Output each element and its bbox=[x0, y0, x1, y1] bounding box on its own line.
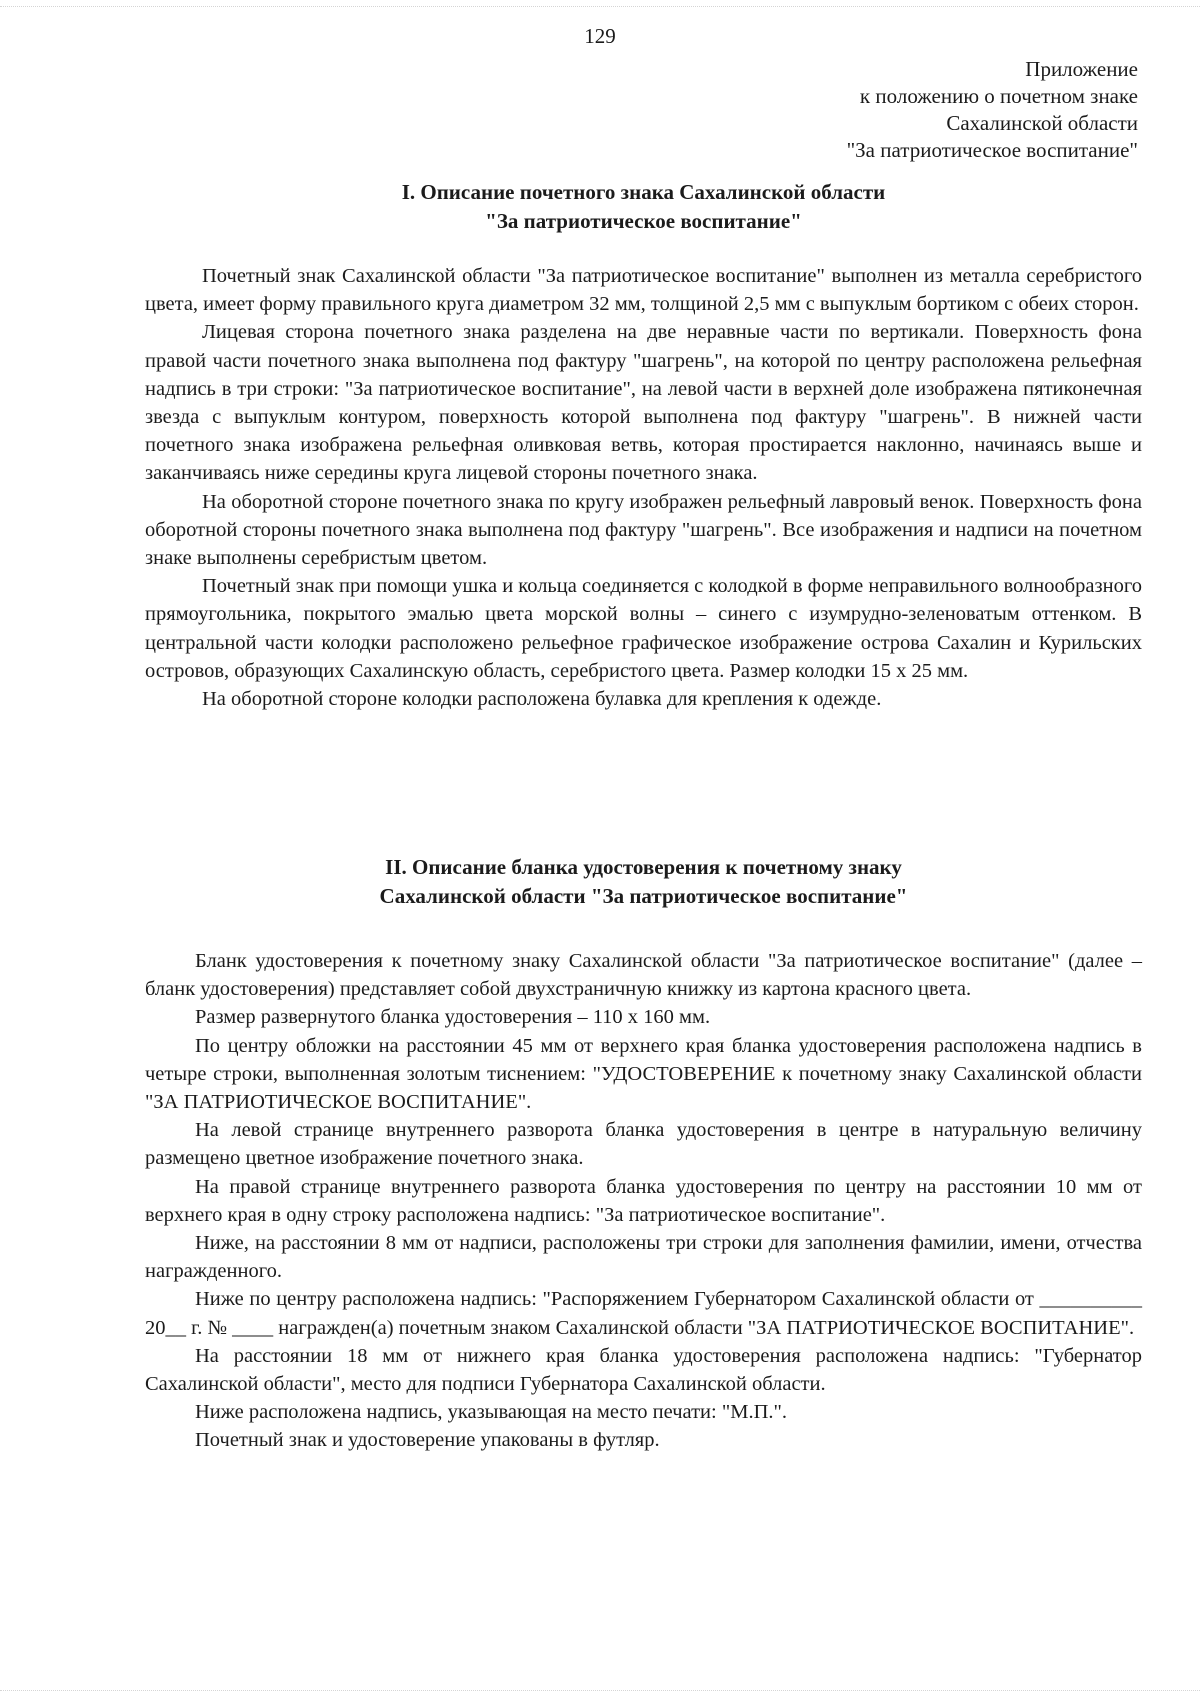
appendix-header bbox=[847, 56, 1138, 164]
paragraph: На расстоянии 18 мм от нижнего края бланка удостоверения расположена надпись: "Губернатор Сахалинской области", место для подписи Губернатора Сахалинской области. bbox=[145, 1344, 1142, 1396]
paragraph: Почетный знак при помощи ушка и кольца соединяется с колодкой в форме неправильного волнообразного прямоугольника, покрытого эмалью цвета морской волны – синего с изумрудно-зеленоватым оттенком. В центральной части колодки расположено рельефное графическое изображение острова Сахалин и Курильских островов, образующих Сахалинскую область, серебристого цвета. Размер колодки 15 х 25 мм. bbox=[145, 575, 1142, 682]
paragraph: Ниже по центру расположена надпись: "Распоряжением Губернатором Сахалинской области от __________ 20__ г. № ____ награжден(а) почетным знаком Сахалинской области "ЗА ПАТРИОТИЧЕСКОЕ ВОСПИТАНИЕ". bbox=[145, 1288, 1142, 1339]
appendix-line: "За патриотическое воспитание" bbox=[846, 138, 1138, 162]
paragraph: На правой странице внутреннего разворота бланка удостоверения по центру на расстоянии 10 мм от верхнего края в одну строку расположена надпись: "За патриотическое воспитание". bbox=[145, 1175, 1142, 1226]
section-1-body bbox=[145, 262, 1142, 713]
paragraph: Размер развернутого бланка удостоверения – 110 х 160 мм. bbox=[195, 1006, 711, 1029]
appendix-line: к положению о почетном знаке bbox=[859, 84, 1138, 108]
scan-artifact-top bbox=[0, 6, 1200, 11]
paragraph: Почетный знак Сахалинской области "За патриотическое воспитание" выполнен из металла серебристого цвета, имеет форму правильного круга диаметром 32 мм, толщиной 2,5 мм с выпуклым бортиком с обеих сторон. bbox=[145, 265, 1142, 316]
section-2-title-line: Сахалинской области "За патриотическое воспитание" bbox=[379, 884, 908, 908]
appendix-line: Сахалинской области bbox=[946, 111, 1138, 135]
paragraph: Лицевая сторона почетного знака разделена на две неравные части по вертикали. Поверхность фона правой части почетного знака выполнена под фактуру "шагрень", на которой по центру расположена рельефная надпись в три строки: "За патриотическое воспитание", на левой части в верхней доле изображена пятиконечная звезда с выпуклым контуром, поверхность которой выполнена под фактуру "шагрень". В нижней части почетного знака изображена рельефная оливковая ветвь, которая простирается наклонно, начинаясь выше и заканчиваясь ниже середины круга лицевой стороны почетного знака. bbox=[145, 321, 1142, 485]
paragraph: На левой странице внутреннего разворота бланка удостоверения в центре в натуральную величину размещено цветное изображение почетного знака. bbox=[145, 1119, 1142, 1170]
section-1 bbox=[145, 178, 1142, 713]
paragraph: Ниже расположена надпись, указывающая на место печати: "М.П.". bbox=[195, 1401, 787, 1424]
section-1-title-line: "За патриотическое воспитание" bbox=[485, 209, 802, 233]
section-2-body bbox=[145, 947, 1142, 1455]
section-1-title-line: I. Описание почетного знака Сахалинской области bbox=[401, 180, 886, 204]
section-2 bbox=[145, 853, 1142, 1455]
paragraph: Почетный знак и удостоверение упакованы в футляр. bbox=[195, 1429, 660, 1452]
section-2-title bbox=[145, 853, 1142, 911]
paragraph: Бланк удостоверения к почетному знаку Сахалинской области "За патриотическое воспитание" (далее – бланк удостоверения) представляет собой двухстраничную книжку из картона красного цвета. bbox=[145, 950, 1142, 1001]
paragraph: На оборотной стороне колодки расположена булавка для крепления к одежде. bbox=[202, 688, 882, 711]
paragraph: По центру обложки на расстоянии 45 мм от верхнего края бланка удостоверения расположена надпись в четыре строки, выполненная золотым тиснением: "УДОСТОВЕРЕНИЕ к почетному знаку Сахалинской области "ЗА ПАТРИОТИЧЕСКОЕ ВОСПИТАНИЕ". bbox=[145, 1034, 1142, 1114]
paragraph: На оборотной стороне почетного знака по кругу изображен рельефный лавровый венок. Поверхность фона оборотной стороны почетного знака выполнена под фактуру "шагрень". Все изображения и надписи на почетном знаке выполнены серебристым цветом. bbox=[145, 490, 1142, 570]
section-2-title-line: II. Описание бланка удостоверения к почетному знаку bbox=[385, 855, 902, 879]
section-1-title bbox=[145, 178, 1142, 236]
page-number: 129 bbox=[584, 24, 616, 48]
paragraph: Ниже, на расстоянии 8 мм от надписи, расположены три строки для заполнения фамилии, имени, отчества награжденного. bbox=[145, 1232, 1142, 1283]
appendix-line: Приложение bbox=[1025, 57, 1138, 81]
scan-artifact-bottom bbox=[0, 1690, 1200, 1695]
